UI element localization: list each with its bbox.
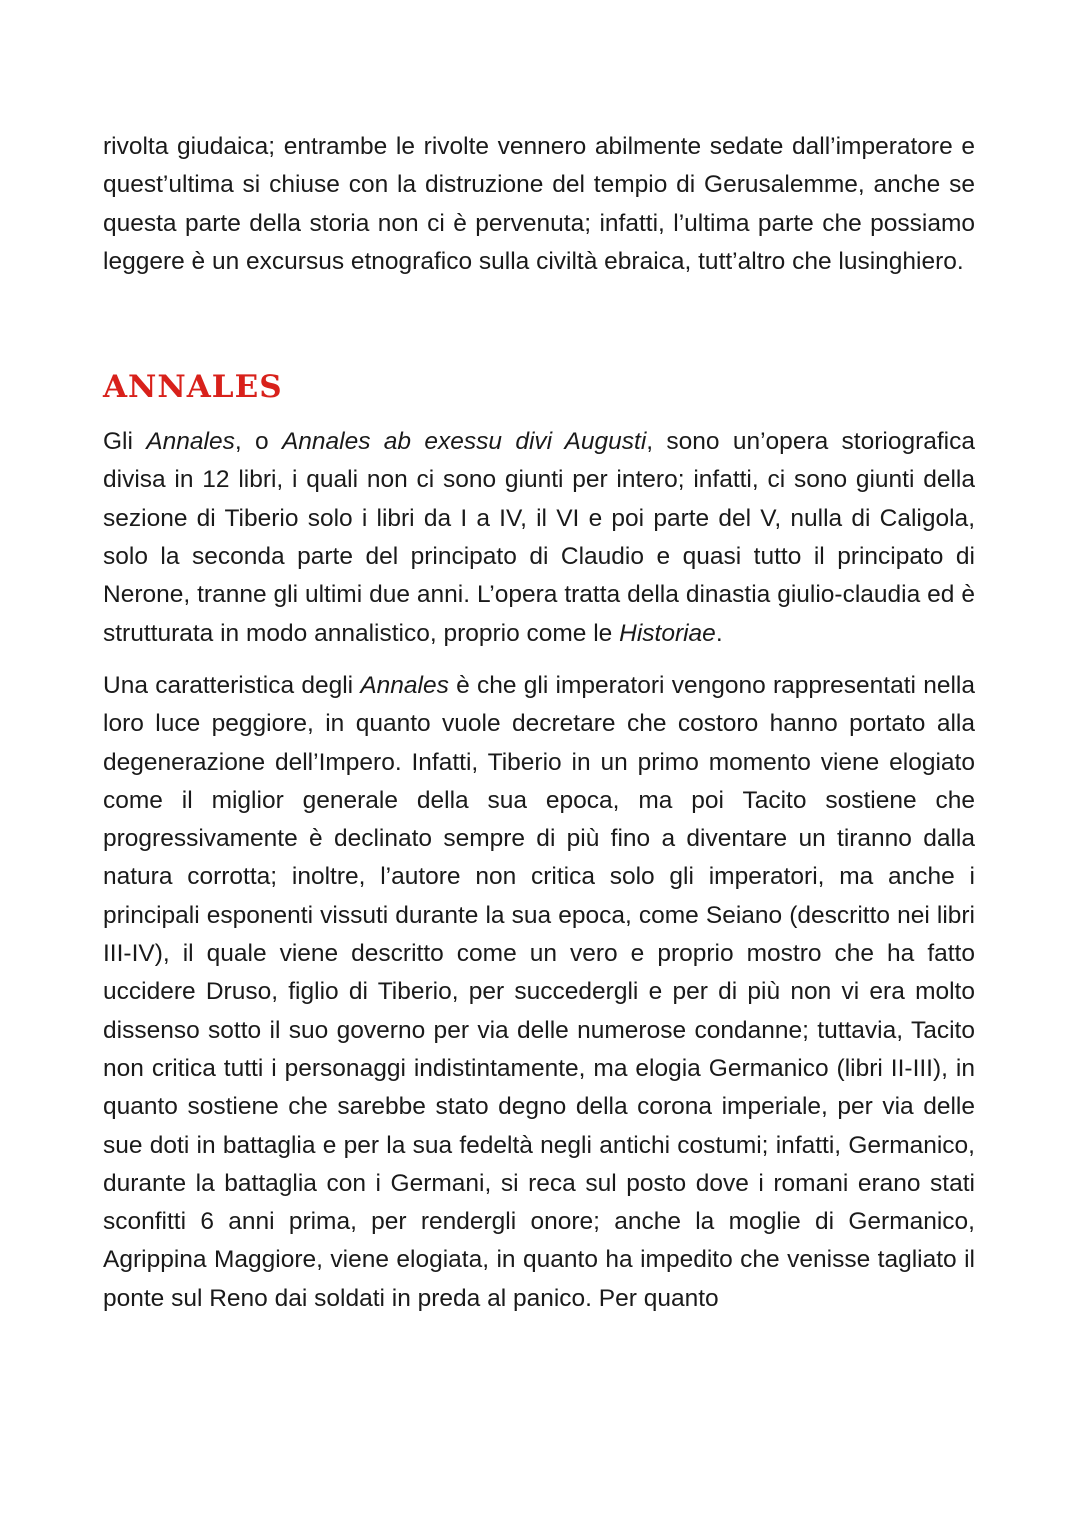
document-page — [103, 128, 975, 1318]
italic-title-annales: Annales — [146, 428, 235, 456]
text-run: , o — [234, 428, 282, 456]
text-run: è che gli imperatori vengono rappresentati nella loro luce peggiore, in quanto vuole decretare che costoro hanno portato alla degenerazione dell’Impero. Infatti, Tiberio in un primo momento viene elogiato come il miglior generale della sua epoca, ma poi Tacito sostiene che progressivamente è declinato sempre di più fino a diventare un tiranno dalla natura corrotta; inoltre, l’autore non critica solo gli imperatori, ma anche i principali esponenti vissuti durante la sua epoca, come Seiano (descritto nei libri III-IV), il quale viene descritto come un vero e proprio mostro che ha fatto uccidere Druso, figlio di Tiberio, per succedergli e per di più non vi era molto dissenso sotto il suo governo per via delle numerose condanne; tuttavia, Tacito non critica tutti i personaggi indistintamente, ma elogia Germanico (libri II-III), in quanto sostiene che sarebbe stato degno della corona imperiale, per via delle sue doti in battaglia e per la sua fedeltà negli antichi costumi; infatti, Germanico, durante la battaglia con i Germani, si reca sul posto dove i romani erano stati sconfitti 6 anni prima, per rendergli onore; anche la moglie di Germanico, Agrippina Maggiore, viene elogiata, in quanto ha impedito che venisse tagliato il ponte sul Reno dai soldati in preda al panico. Per quanto — [103, 671, 975, 1312]
text-run: Gli — [103, 428, 147, 456]
text-run: , sono un’opera storiografica divisa in 12 libri, i quali non ci sono giunti per intero; infatti, ci sono giunti della sezione di Tiberio solo i libri da I a IV, il VI e poi parte del V, nulla di Caligola, solo la seconda parte del principato di Claudio e quasi tutto il principato di Nerone, tranne gli ultimi due anni. L’opera tratta della dinastia giulio-claudia ed è strutturata in modo annalistico, proprio come le — [103, 428, 976, 647]
italic-title-historiae: Historiae — [619, 619, 716, 647]
intro-paragraph: rivolta giudaica; entrambe le rivolte vennero abilmente sedate dall’imperatore e quest’ultima si chiuse con la distruzione del tempio di Gerusalemme, anche se questa parte della storia non ci è pervenuta; infatti, l’ultima parte che possiamo leggere è un excursus etnografico sulla civiltà ebraica, tutt’altro che lusinghiero. — [103, 133, 975, 275]
italic-title-full: Annales ab exessu divi Augusti — [281, 428, 647, 456]
italic-title-annales: Annales — [360, 671, 449, 699]
annales-paragraph-1 — [103, 423, 975, 653]
text-run: . — [715, 619, 723, 647]
section-heading-annales: ANNALES — [103, 369, 283, 406]
text-run: Una caratteristica degli — [103, 671, 361, 699]
annales-paragraph-2 — [103, 667, 975, 1318]
